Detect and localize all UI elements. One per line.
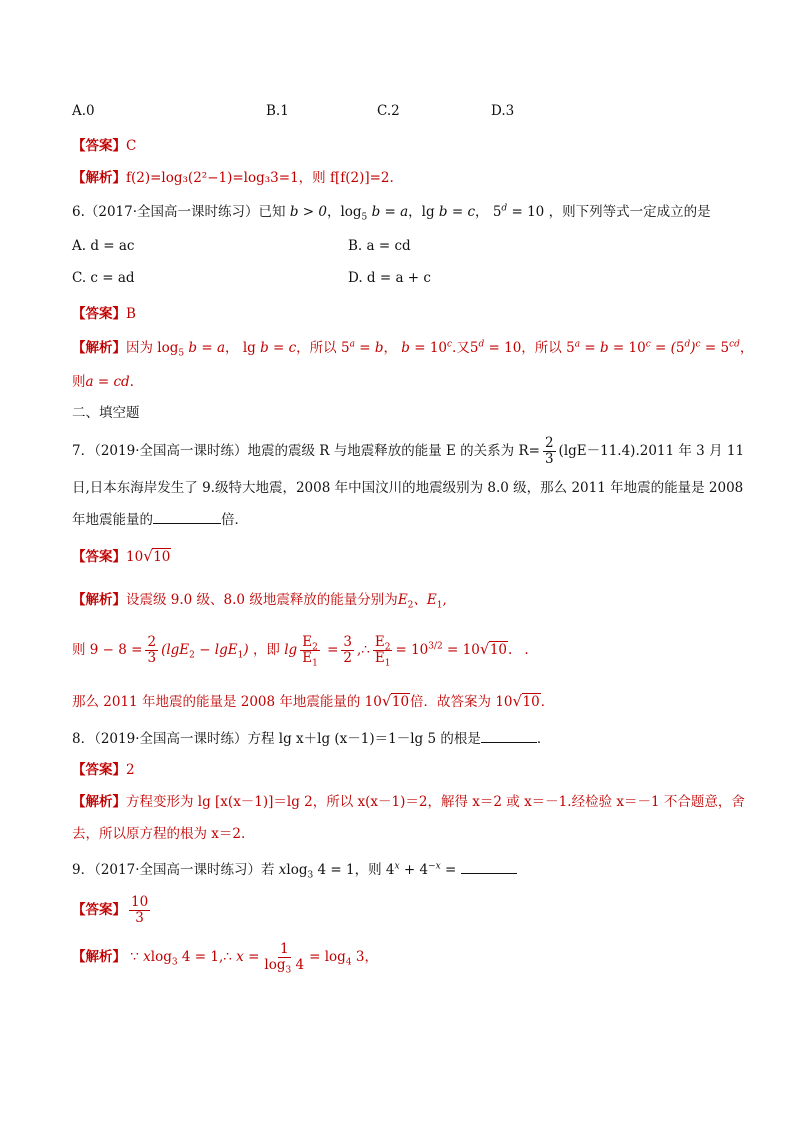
q8-stem-text: 8．（2019·全国高一课时练）方程 lg x＋lg (x－1)＝1－lg 5 的根是 — [72, 731, 481, 747]
q6-stem-prefix: 6.（2017·全国高一课时练习）已知 — [72, 204, 286, 220]
q8-analysis-text1: 方程变形为 lg [x(x－1)]＝lg 2，所以 x(x－1)＝2，解得 x＝2 或 x＝－1.经检验 x＝－1 不合题意，舍 — [126, 794, 745, 810]
answer-tag: 【答案】 — [72, 902, 126, 918]
q8-analysis-line1 — [72, 790, 745, 810]
q8-stem — [72, 727, 550, 747]
q5-option-a: A.0 — [72, 103, 95, 119]
q5-option-d: D.3 — [491, 103, 515, 119]
answer-blank — [153, 511, 221, 524]
q7-conclusion-prefix: 那么 2011 年地震的能量是 2008 年地震能量的 10 — [72, 694, 382, 710]
q5-analysis — [72, 166, 394, 186]
answer-tag: 【答案】 — [72, 549, 126, 565]
q6-analysis-math2: $5^a = b$， $b = 10^c$ — [340, 339, 453, 356]
q6-analysis-end: . — [129, 374, 134, 390]
q7-answer — [72, 545, 171, 565]
analysis-tag: 【解析】 — [72, 794, 126, 810]
q9-stem — [72, 858, 517, 881]
q6-options-row2 — [72, 270, 672, 288]
q7-answer-radicand: 10 — [153, 549, 171, 565]
q7-analysis-line1: 【解析】设震级 9.0 级、8.0 级地震释放的能量分别为$E_2$、$E_1$, — [72, 592, 447, 611]
q9-answer-den: 3 — [135, 910, 144, 926]
q7-answer-coeff: 10 — [126, 549, 144, 565]
q7-stem-line3 — [72, 508, 248, 528]
q7-stem-line3-prefix: 年地震能量的 — [72, 512, 153, 528]
analysis-tag: 【解析】 — [72, 592, 126, 608]
q5-option-b: B.1 — [266, 103, 289, 119]
q9-answer-num: 10 — [131, 894, 149, 910]
q5-option-c: C.2 — [377, 103, 400, 119]
answer-tag: 【答案】 — [72, 306, 126, 322]
q6-option-d: D. d = a + c — [348, 270, 431, 286]
q6-analysis-math4: $5^a = b = 10^c = (5^d)^c = 5^{cd}$ — [566, 339, 740, 356]
q6-stem — [72, 200, 711, 223]
q7-analysis-eq2: lg $\frac{E_2}{E_1}$ = $\frac{3}{2}$ ,∴ $\frac{E_2}{E_1}$ = $10^{3/2} = 10√$ 10. — [284, 642, 512, 658]
q5-answer — [72, 134, 136, 154]
q6-stem-suffix: ，则下列等式一定成立的是 — [548, 204, 711, 220]
q7-conclusion-rad1: 10 — [391, 694, 410, 710]
analysis-tag: 【解析】 — [72, 170, 126, 186]
q7-analysis-then: 则 — [72, 642, 86, 658]
q7-stem-suffix: (lgE－11.4).2011 年 3 月 11 — [558, 443, 745, 459]
q9-analysis-end: ， — [364, 949, 378, 965]
sqrt-symbol — [143, 549, 171, 565]
q6-analysis-result: a = cd — [85, 374, 130, 390]
q5-answer-value: C — [126, 138, 137, 154]
q6-analysis-then: 则 — [72, 374, 86, 390]
analysis-tag: 【解析】 — [72, 949, 126, 965]
q8-answer — [72, 758, 135, 778]
q7-conclusion-rad2: 10 — [522, 694, 540, 710]
q9-analysis — [72, 941, 378, 976]
q6-analysis-lead: 因为 — [126, 340, 153, 356]
q7-stem-prefix: 7．（2019·全国高一课时练）地震的震级 R 与地震释放的能量 E 的关系为 R= — [72, 443, 540, 459]
q9-stem-math2: $4^x + 4^{-x}$ = — [385, 861, 457, 878]
q8-answer-value: 2 — [126, 762, 135, 778]
q6-analysis-so: ，所以 — [296, 340, 337, 356]
answer-tag: 【答案】 — [72, 138, 126, 154]
q6-options-row1 — [72, 238, 672, 256]
q5-analysis-text: f(2)=log₃(2²−1)=log₃3=1，则 f[f(2)]=2. — [126, 170, 394, 186]
q9-answer-fraction — [129, 895, 150, 926]
q6-answer-value: B — [126, 306, 136, 322]
q6-option-b: B. a = cd — [348, 238, 411, 254]
q9-stem-math1: xlog$_3$ 4 = 1 — [278, 862, 355, 881]
q9-stem-prefix: 9．（2017·全国高一课时练习）若 — [72, 862, 275, 878]
answer-tag: 【答案】 — [72, 762, 126, 778]
q6-option-c: C. c = ad — [72, 270, 135, 286]
q5-options — [72, 103, 722, 121]
answer-blank — [481, 730, 537, 743]
q8-analysis-line2: 去，所以原方程的根为 x＝2. — [72, 826, 246, 842]
q6-option-a: A. d = ac — [72, 238, 135, 254]
q7-conclusion-end: ． — [540, 694, 555, 710]
section-title: 二、填空题 — [72, 405, 140, 421]
q6-analysis-math3: $5^d = 10$ — [469, 339, 522, 356]
q7-analysis-energies: $E_2$、$E_1$ — [397, 592, 443, 611]
q9-answer — [72, 895, 153, 926]
q7-analysis-text: 设震级 9.0 级、8.0 级地震释放的能量分别为 — [126, 592, 398, 608]
q6-analysis-so2: ，所以 — [521, 340, 562, 356]
q8-stem-end: ． — [536, 731, 551, 747]
q6-analysis-also: .又 — [452, 340, 470, 356]
q7-stem-line2: 日,日本东海岸发生了 9.级特大地震，2008 年中国汶川的地震级别为 8.0 级，那么 2011 年地震的能量是 2008 — [72, 480, 744, 496]
q6-analysis-line1: 【解析】因为 $\log_5 b = a$， lg b = c，所以 $5^a = b$， $b = 10^c$.又$5^d = 10$，所以 $5^a = b = 10^c = (5^d)^c = 5^{cd}$， — [72, 339, 754, 359]
q6-analysis-line2 — [72, 370, 134, 390]
q9-analysis-math: ∵ xlog$_3$ 4 = 1,∴ x = $\frac{1}{\log_3 4}$ = $\log_4 3$ — [130, 941, 365, 976]
q7-analysis-mid: ，即 — [252, 642, 280, 658]
q9-stem-mid: ，则 — [354, 862, 382, 878]
q7-stem-line1 — [72, 436, 744, 467]
q7-stem-line3-suffix: 倍． — [221, 512, 248, 528]
sqrt-symbol — [513, 694, 541, 710]
analysis-tag: 【解析】 — [72, 340, 126, 356]
q6-analysis-math1: $\log_5 b = a$， lg b = c — [157, 340, 297, 359]
q7-fraction: $\frac{2}{3}$ — [544, 435, 554, 467]
q6-stem-math: b > 0，$\log_5 b = a$，lg b = c， $5^d = 10$ — [289, 203, 545, 223]
q7-analysis-line2: 则 9 − 8 = $\frac{2}{3}$ (lgE$_2$ − lgE$_1$) ，即 lg $\frac{E_2}{E_1}$ = $\frac{3}{2}$ ,∴ $\frac{E_2}{E_1}$ = $10^{3/2} = 10√$ 10. . — [72, 635, 529, 666]
q6-answer — [72, 302, 136, 322]
q7-analysis-eq1: 9 − 8 = $\frac{2}{3}$ (lgE$_2$ − lgE$_1$) — [89, 634, 249, 666]
sqrt-symbol — [382, 694, 410, 710]
q7-conclusion — [72, 690, 554, 710]
q7-conclusion-mid: 倍．故答案为 10 — [410, 694, 513, 710]
answer-blank — [461, 861, 517, 874]
